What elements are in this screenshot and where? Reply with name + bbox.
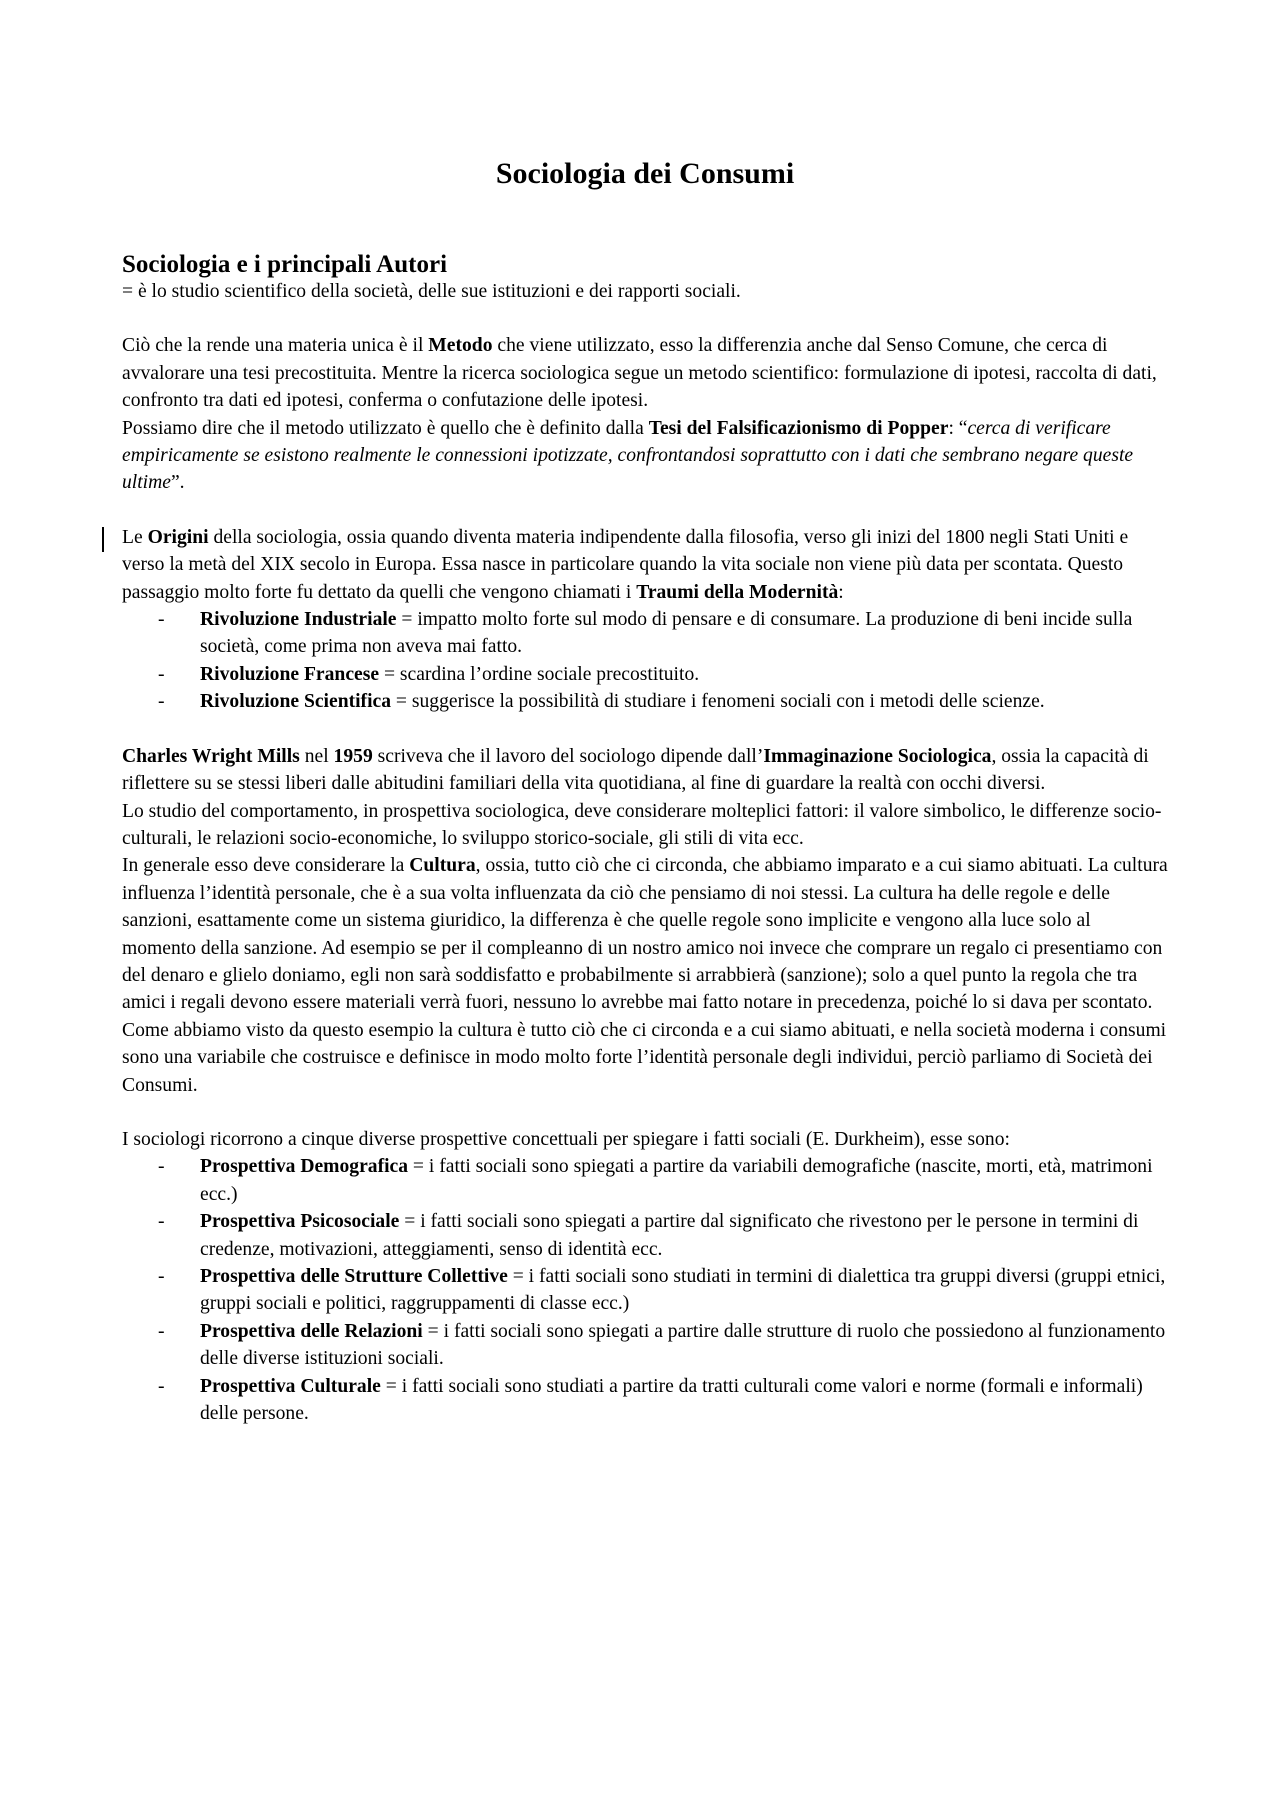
traumi-list: [122, 606, 1168, 716]
document-page: [122, 0, 1168, 1811]
popper-quote: cerca di verificare empiricamente se esistono realmente le connessioni ipotizzate, confrontandosi soprattutto con i dati che sembrano negare queste ultime: [122, 417, 1134, 494]
paragraph-popper: Possiamo dire che il metodo utilizzato è quello che è definito dalla Tesi del Falsificazionismo di Popper: “cerca di verificare empiricamente se esistono realmente le connessioni ipotizzate, confrontandosi soprattutto con i dati che sembrano negare queste ultime”.: [122, 417, 1134, 494]
document-title: Sociologia dei Consumi: [495, 157, 795, 190]
list-item: - Rivoluzione Scientifica = suggerisce la possibilità di studiare i fenomeni sociali con i metodi delle scienze.: [200, 688, 1168, 715]
text-cursor: [102, 527, 104, 552]
paragraph-origini: Le Origini della sociologia, ossia quando diventa materia indipendente dalla filosofia, verso gli inizi del 1800 negli Stati Uniti e verso la metà del XIX secolo in Europa. Essa nasce in particolare quando la vita sociale non viene più data per scontata. Questo passaggio molto forte fu dettato da quelli che vengono chiamati i Traumi della Modernità:: [122, 524, 1168, 606]
paragraph-prospettive: I sociologi ricorrono a cinque diverse prospettive concettuali per spiegare i fatti sociali (E. Durkheim), esse sono:: [122, 1128, 1010, 1150]
list-item: - Prospettiva Culturale = i fatti sociali sono studiati a partire da tratti culturali come valori e norme (formali e informali) delle persone.: [200, 1373, 1168, 1428]
prospettive-list: [122, 1153, 1168, 1427]
paragraph-mills: Charles Wright Mills nel 1959 scriveva che il lavoro del sociologo dipende dall’Immaginazione Sociologica, ossia la capacità di riflettere su se stessi liberi dalle abitudini familiari della vita quotidiana, al fine di guardare la realtà con occhi diversi.: [122, 745, 1149, 795]
list-item: - Prospettiva Psicosociale = i fatti sociali sono spiegati a partire dal significato che rivestono per le persone in termini di credenze, motivazioni, atteggiamenti, senso di identità ecc.: [200, 1208, 1168, 1263]
paragraph-cultura: In generale esso deve considerare la Cultura, ossia, tutto ciò che ci circonda, che abbiamo imparato e a cui siamo abituati. La cultura influenza l’identità personale, che è a sua volta influenzata da ciò che pensiamo di noi stessi. La cultura ha delle regole e delle sanzioni, esattamente come un sistema giuridico, la differenza è che quelle regole sono implicite e vengono alla luce solo al momento della sanzione. Ad esempio se per il compleanno di un nostro amico noi invece che comprare un regalo ci presentiamo con del denaro e glielo doniamo, egli non sarà soddisfatto e probabilmente si arrabbierà (sanzione); solo a quel punto la regola che tra amici i regali devono essere materiali verrà fuori, nessuno lo avrebbe mai fatto notare in precedenza, poiché lo si dava per scontato.: [122, 855, 1168, 1014]
list-item: - Prospettiva delle Relazioni = i fatti sociali sono spiegati a partire dalle strutture di ruolo che possiedono al funzionamento delle diverse istituzioni sociali.: [200, 1318, 1168, 1373]
list-item: - Prospettiva delle Strutture Collettive = i fatti sociali sono studiati in termini di dialettica tra gruppi diversi (gruppi etnici, gruppi sociali e politici, raggruppamenti di classe ecc.): [200, 1263, 1168, 1318]
paragraph-studio: Lo studio del comportamento, in prospettiva sociologica, deve considerare molteplici fattori: il valore simbolico, le differenze socio-culturali, le relazioni socio-economiche, lo sviluppo storico-sociale, gli stili di vita ecc.: [122, 800, 1162, 849]
paragraph-metodo: Ciò che la rende una materia unica è il Metodo che viene utilizzato, esso la differenzia anche dal Senso Comune, che cerca di avvalorare una tesi precostituita. Mentre la ricerca sociologica segue un metodo scientifico: formulazione di ipotesi, raccolta di dati, confronto tra dati ed ipotesi, conferma o confutazione delle ipotesi.: [122, 335, 1157, 412]
document-body: [122, 250, 1168, 1427]
list-item: - Rivoluzione Industriale = impatto molto forte sul modo di pensare e di consumare. La produzione di beni incide sulla società, come prima non aveva mai fatto.: [200, 606, 1168, 661]
list-item: - Prospettiva Demografica = i fatti sociali sono spiegati a partire da variabili demografiche (nascite, morti, età, matrimoni ecc.): [200, 1153, 1168, 1208]
paragraph-consumi: Come abbiamo visto da questo esempio la cultura è tutto ciò che ci circonda e a cui siamo abituati, e nella società moderna i consumi sono una variabile che costruisce e definisce in modo molto forte l’identità personale degli individui, perciò parliamo di Società dei Consumi.: [122, 1019, 1167, 1096]
section-heading: Sociologia e i principali Autori: [122, 251, 448, 278]
definition-text: = è lo studio scientifico della società, delle sue istituzioni e dei rapporti sociali.: [122, 281, 741, 302]
list-item: - Rivoluzione Francese = scardina l’ordine sociale precostituito.: [200, 661, 1168, 688]
